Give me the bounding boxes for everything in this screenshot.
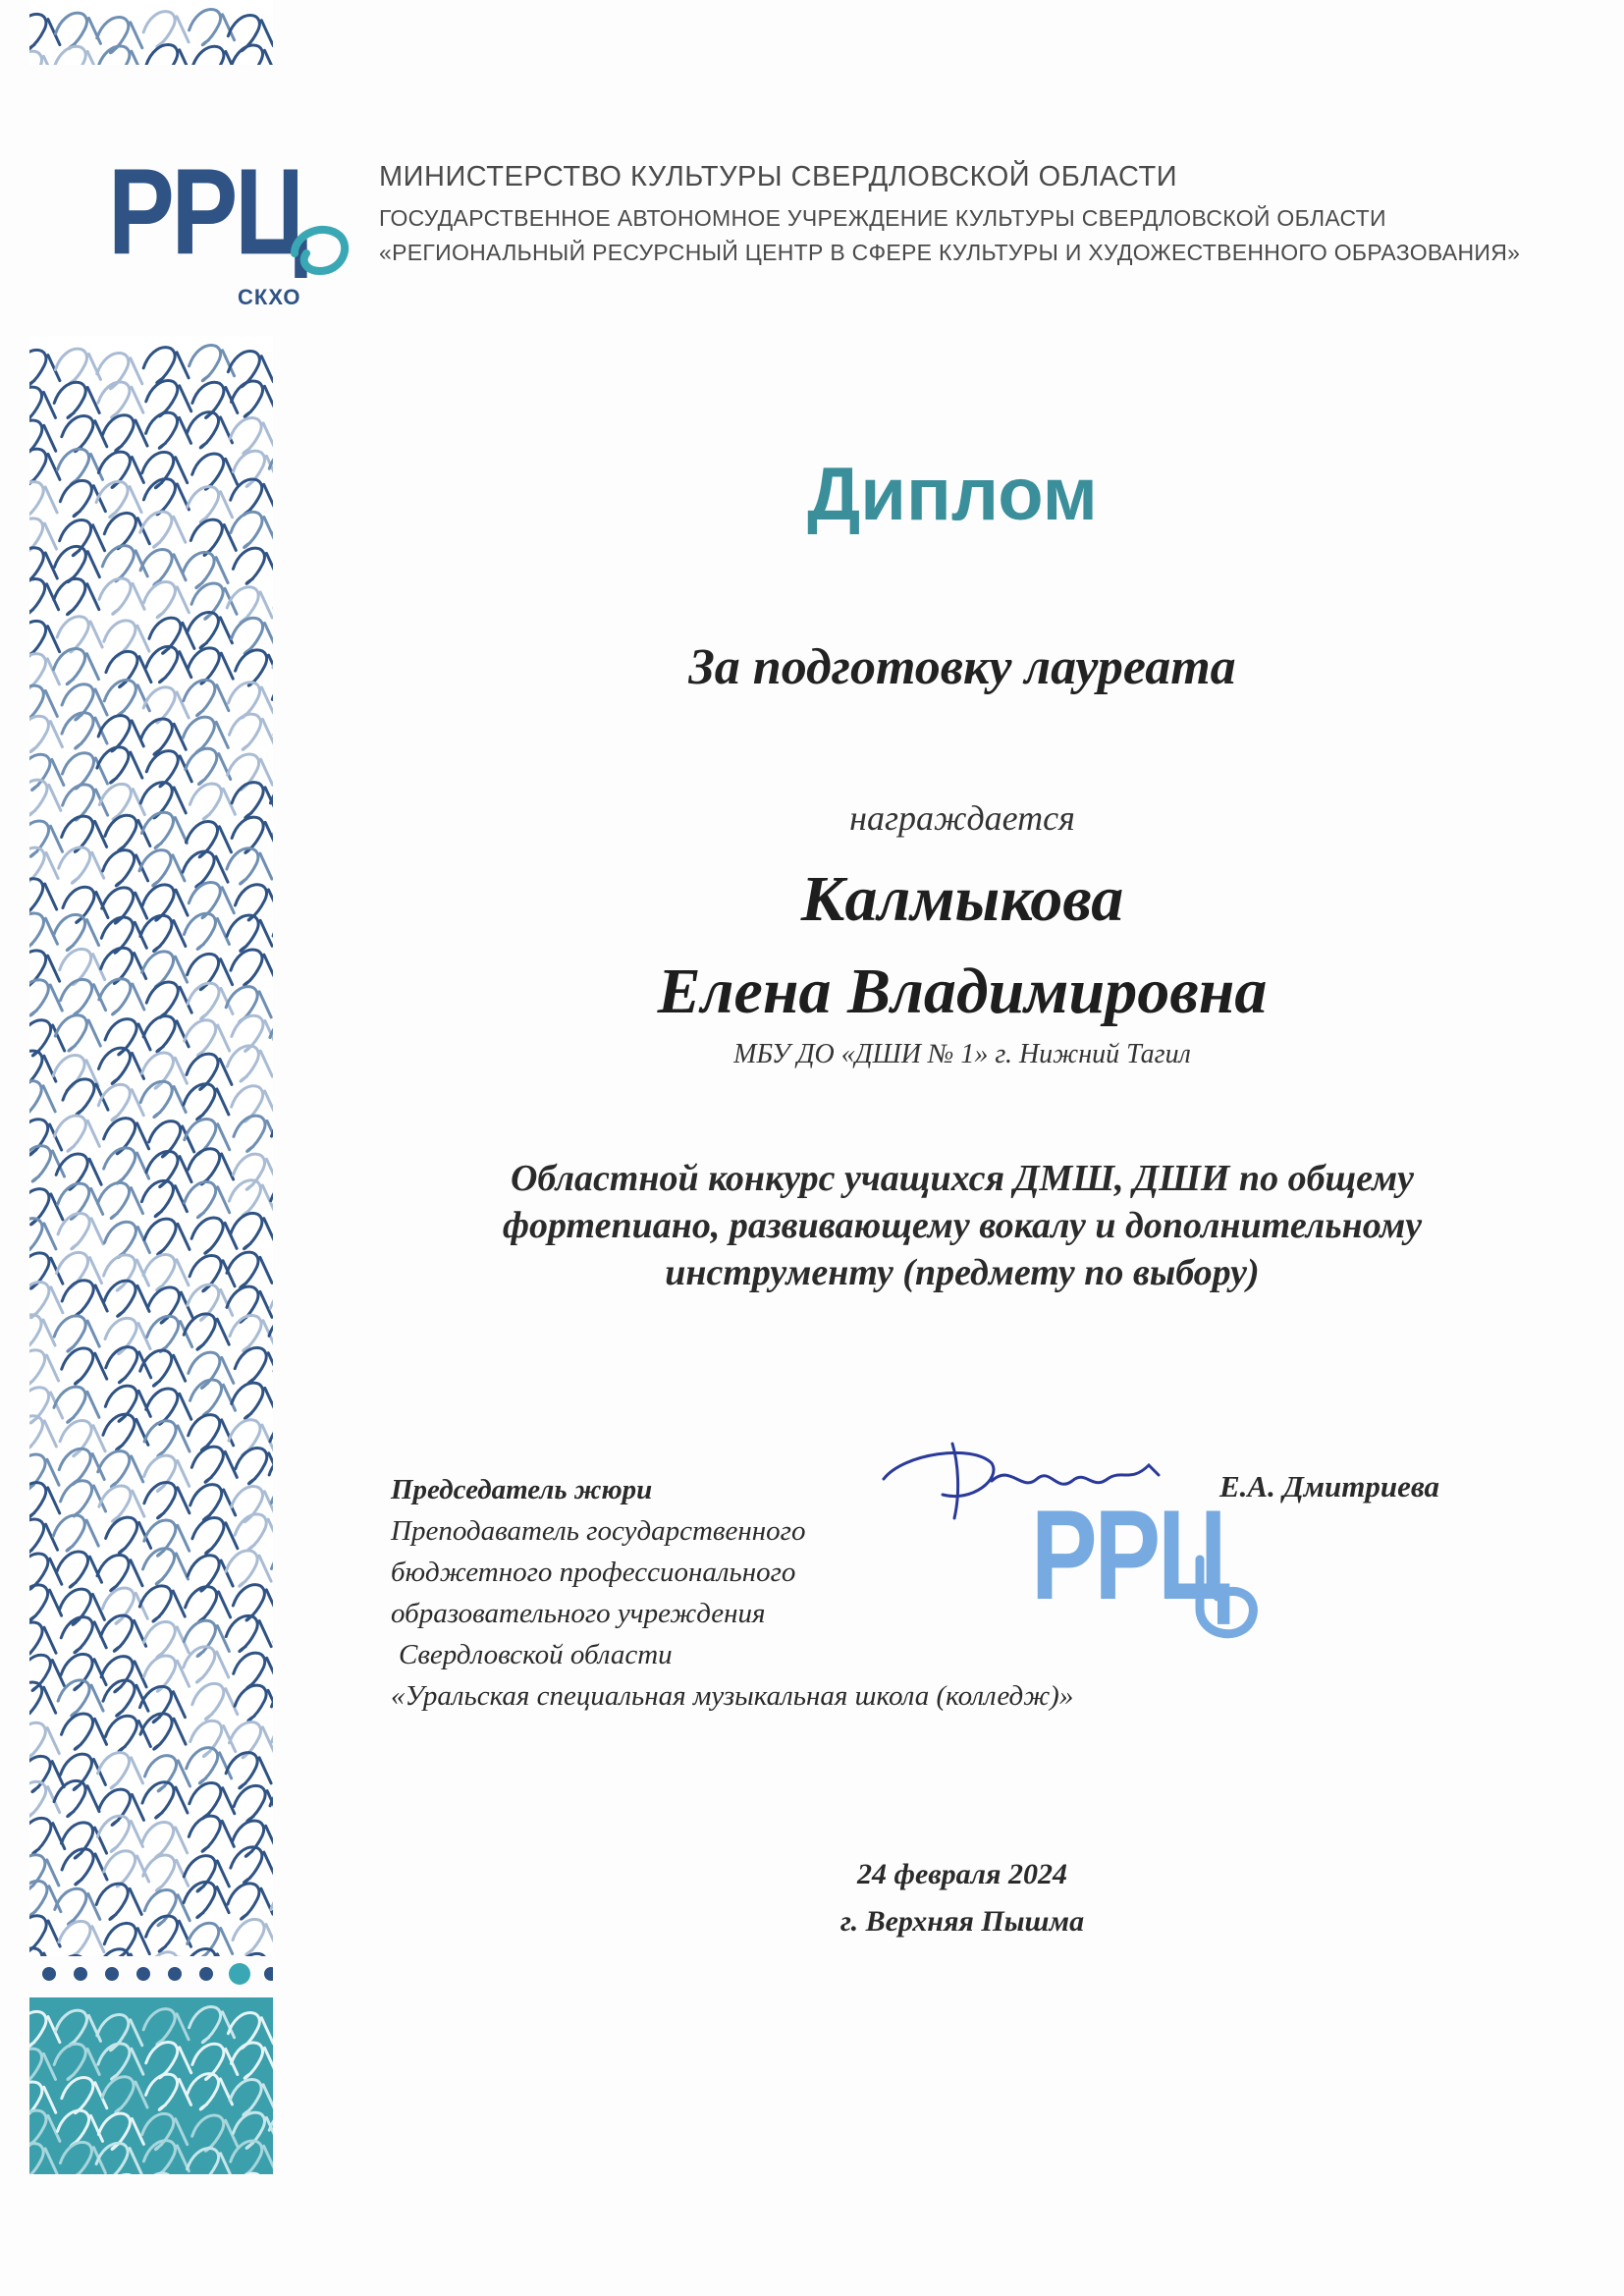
stamp-swirl-icon [1188, 1550, 1267, 1658]
calligraphy-stroke [55, 349, 100, 384]
calligraphy-stroke [189, 784, 235, 819]
calligraphy-stroke [99, 578, 144, 614]
calligraphy-stroke [192, 454, 238, 489]
calligraphy-stroke [29, 1315, 55, 1350]
calligraphy-stroke [143, 582, 189, 618]
calligraphy-stroke [54, 578, 99, 614]
logo-text: РРЦ [108, 144, 305, 280]
calligraphy-stroke [234, 1785, 273, 1821]
calligraphy-stroke [29, 2110, 60, 2146]
calligraphy-stroke [29, 2049, 56, 2084]
calligraphy-stroke [104, 1148, 149, 1183]
calligraphy-stroke [231, 45, 273, 65]
calligraphy-stroke [55, 2010, 100, 2046]
calligraphy-stroke [189, 1352, 234, 1388]
competition-line: инструменту (предмету по выбору) [665, 1252, 1260, 1293]
calligraphy-stroke [146, 982, 191, 1017]
calligraphy-stroke [271, 1548, 273, 1583]
calligraphy-stroke [185, 1182, 230, 1218]
calligraphy-stroke [29, 980, 62, 1015]
calligraphy-stroke [190, 519, 236, 555]
calligraphy-stroke [231, 1487, 273, 1522]
calligraphy-stroke [98, 1789, 143, 1825]
calligraphy-stroke [104, 1255, 149, 1290]
calligraphy-stroke [142, 2113, 188, 2149]
organization-header [379, 161, 1520, 274]
calligraphy-stroke [102, 2077, 147, 2112]
calligraphy-stroke [233, 451, 273, 486]
calligraphy-stroke [144, 1889, 189, 1925]
calligraphy-stroke [188, 983, 233, 1018]
calligraphy-stroke [231, 512, 273, 547]
calligraphy-stroke [143, 12, 189, 47]
calligraphy-stroke [29, 2144, 57, 2174]
calligraphy-stroke [54, 1316, 99, 1351]
calligraphy-stroke [59, 1589, 104, 1624]
calligraphy-stroke [235, 1685, 273, 1721]
calligraphy-stroke [55, 1888, 100, 1924]
calligraphy-stroke [184, 1647, 229, 1682]
calligraphy-stroke [29, 387, 56, 422]
calligraphy-stroke [188, 1923, 233, 1956]
calligraphy-stroke [58, 449, 103, 484]
calligraphy-stroke [271, 1116, 273, 1151]
calligraphy-stroke [146, 412, 191, 448]
calligraphy-stroke [188, 2074, 233, 2109]
calligraphy-stroke [189, 10, 235, 45]
calligraphy-stroke [62, 415, 107, 451]
calligraphy-stroke [54, 648, 99, 683]
calligraphy-stroke [233, 1821, 273, 1856]
calligraphy-stroke [104, 1851, 149, 1886]
calligraphy-stroke [29, 1388, 63, 1423]
jury-position-line: Преподаватель государственного [391, 1515, 806, 1547]
calligraphy-stroke [235, 1514, 273, 1550]
award-reason: За подготовку лауреата [688, 639, 1236, 695]
calligraphy-stroke [62, 1849, 107, 1885]
calligraphy-stroke [29, 621, 60, 656]
calligraphy-stroke [192, 46, 238, 65]
calligraphy-stroke [29, 1916, 60, 1951]
calligraphy-stroke [143, 1855, 189, 1890]
calligraphy-stroke [62, 684, 107, 720]
calligraphy-stroke [227, 848, 272, 884]
calligraphy-stroke [54, 382, 99, 417]
award-city: г. Верхняя Пышма [839, 1905, 1085, 1938]
calligraphy-stroke [230, 1315, 273, 1350]
calligraphy-stroke [101, 1657, 146, 1692]
calligraphy-strip-top [29, 0, 273, 65]
jury-position-line: Свердловской области [399, 1639, 673, 1670]
calligraphy-stroke [140, 1714, 186, 1749]
calligraphy-stroke [97, 1182, 142, 1218]
calligraphy-stroke [144, 1455, 189, 1491]
jury-chair-block [391, 1469, 1073, 1717]
jury-chair-label: Председатель жюри [391, 1474, 653, 1505]
calligraphy-stroke [186, 748, 231, 784]
calligraphy-stroke [29, 1948, 56, 1956]
calligraphy-stroke [189, 346, 235, 381]
calligraphy-stroke [146, 1952, 191, 1956]
logo-swirl-icon [285, 214, 353, 283]
calligraphy-stroke [29, 1585, 62, 1620]
calligraphy-stroke [235, 1347, 273, 1383]
calligraphy-stroke [29, 913, 57, 949]
award-date: 24 февраля 2024 [856, 1858, 1068, 1890]
competition-line: Областной конкурс учащихся ДМШ, ДШИ по общему [510, 1158, 1414, 1199]
calligraphy-stroke [57, 617, 102, 652]
calligraphy-stroke [55, 13, 100, 48]
calligraphy-stroke [29, 482, 57, 518]
calligraphy-stroke [233, 1585, 273, 1620]
calligraphy-stroke [231, 1213, 273, 1248]
calligraphy-stroke [269, 1315, 273, 1350]
calligraphy-stroke [140, 719, 186, 754]
calligraphy-stroke [29, 1120, 62, 1155]
calligraphy-strip-bottom [29, 1997, 273, 2174]
calligraphy-stroke [62, 2077, 107, 2112]
calligraphy-stroke [146, 2043, 191, 2078]
calligraphy-stroke [233, 2112, 273, 2148]
stamp-text: РРЦ [1031, 1483, 1227, 1626]
calligraphy-stroke [271, 1888, 273, 1924]
diploma-title: Диплом [807, 453, 1098, 536]
calligraphy-stroke [189, 1149, 234, 1184]
calligraphy-stroke [144, 1421, 189, 1456]
calligraphy-stroke [227, 1046, 272, 1081]
calligraphy-stroke [270, 1785, 273, 1821]
calligraphy-stroke [183, 851, 228, 887]
calligraphy-stroke [188, 648, 233, 683]
calligraphy-stroke [233, 1919, 273, 1954]
calligraphy-stroke [186, 1587, 231, 1622]
calligraphy-stroke [54, 914, 99, 950]
calligraphy-stroke [232, 783, 273, 818]
calligraphy-stroke [29, 654, 59, 689]
calligraphy-stroke [140, 2173, 186, 2174]
calligraphy-stroke [185, 1020, 230, 1056]
calligraphy-stroke [102, 415, 147, 451]
calligraphy-stroke [29, 1722, 59, 1758]
calligraphy-stroke [104, 1222, 149, 1257]
calligraphy-stroke [104, 1281, 149, 1316]
calligraphy-stroke [189, 1415, 234, 1450]
calligraphy-stroke [143, 1549, 189, 1584]
calligraphy-stroke [145, 1916, 190, 1951]
calligraphy-stroke [29, 1622, 56, 1658]
calligraphy-stroke [236, 1449, 273, 1484]
calligraphy-stroke [184, 680, 229, 715]
calligraphy-stroke [61, 1481, 106, 1516]
calligraphy-stroke [56, 1552, 101, 1587]
calligraphy-stroke [231, 2173, 273, 2174]
calligraphy-stroke [103, 1680, 148, 1716]
calligraphy-stroke [98, 382, 143, 417]
calligraphy-pattern-top [29, 0, 273, 65]
organization-logo [108, 144, 353, 314]
calligraphy-stroke [104, 513, 149, 548]
calligraphy-stroke [29, 780, 61, 815]
dots-divider [37, 1962, 273, 1986]
jury-position-line: бюджетного профессионального [391, 1557, 796, 1588]
calligraphy-pattern-bottom [29, 1997, 273, 2174]
calligraphy-stroke [58, 1214, 103, 1249]
calligraphy-stroke [142, 452, 188, 487]
calligraphy-stroke [144, 1219, 189, 1254]
calligraphy-stroke [184, 1084, 229, 1120]
institution-name-line2: «РЕГИОНАЛЬНЫЙ РЕСУРСНЫЙ ЦЕНТР В СФЕРЕ КУЛЬТУРЫ И ХУДОЖЕСТВЕННОГО ОБРАЗОВАНИЯ» [379, 240, 1521, 265]
awarded-text: награждается [849, 798, 1075, 838]
calligraphy-stroke [140, 512, 186, 547]
calligraphy-stroke [29, 1350, 59, 1386]
calligraphy-stroke [232, 618, 273, 653]
calligraphy-stroke [53, 1056, 98, 1091]
calligraphy-stroke [146, 646, 191, 682]
calligraphy-stroke [192, 1683, 238, 1719]
calligraphy-stroke [146, 1389, 191, 1424]
calligraphy-stroke [226, 1615, 271, 1651]
calligraphy-stroke [143, 2009, 189, 2045]
calligraphy-stroke [29, 1682, 56, 1718]
calligraphy-stroke [188, 412, 233, 448]
calligraphy-stroke [189, 1816, 234, 1851]
calligraphy-stroke [270, 783, 273, 818]
institution-name-line1: ГОСУДАРСТВЕННОЕ АВТОНОМНОЕ УЧРЕЖДЕНИЕ КУЛЬТУРЫ СВЕРДЛОВСКОЙ ОБЛАСТИ [379, 205, 1386, 231]
calligraphy-stroke [235, 1953, 273, 1956]
calligraphy-stroke [105, 1716, 150, 1751]
calligraphy-stroke [228, 754, 273, 790]
calligraphy-stroke [189, 2007, 235, 2043]
calligraphy-stroke [270, 1016, 273, 1052]
calligraphy-strip-main [29, 336, 273, 1956]
calligraphy-stroke [143, 1622, 189, 1658]
competition-name [324, 1155, 1600, 1296]
calligraphy-stroke [184, 1620, 229, 1656]
calligraphy-stroke [233, 548, 273, 583]
calligraphy-stroke [98, 46, 143, 65]
jury-position-line: «Уральская специальная музыкальная школа (колледж)» [391, 1680, 1074, 1712]
calligraphy-stroke [105, 1318, 150, 1353]
calligraphy-stroke [99, 1486, 144, 1521]
calligraphy-stroke [190, 1485, 236, 1520]
calligraphy-stroke [272, 1686, 273, 1722]
calligraphy-stroke [59, 1921, 104, 1956]
calligraphy-stroke [96, 481, 141, 517]
calligraphy-stroke [144, 1483, 189, 1518]
calligraphy-stroke [29, 51, 56, 65]
calligraphy-stroke [61, 1714, 106, 1749]
calligraphy-stroke [226, 1753, 271, 1788]
ministry-name: МИНИСТЕРСТВО КУЛЬТУРЫ СВЕРДЛОВСКОЙ ОБЛАСТИ [379, 161, 1178, 192]
calligraphy-stroke [59, 1449, 104, 1484]
calligraphy-stroke [29, 1483, 60, 1518]
recipient-given-names: Елена Владимировна [657, 956, 1268, 1027]
jury-position-line: образовательного учреждения [391, 1598, 766, 1629]
calligraphy-stroke [192, 1518, 238, 1554]
calligraphy-stroke [188, 486, 233, 521]
calligraphy-stroke [229, 714, 273, 749]
competition-line: фортепиано, развивающему вокалу и дополнительному [502, 1205, 1423, 1246]
calligraphy-stroke [234, 1653, 273, 1688]
calligraphy-stroke [29, 1655, 64, 1690]
calligraphy-stroke [231, 950, 273, 985]
calligraphy-stroke [29, 1081, 55, 1117]
calligraphy-stroke [184, 913, 229, 949]
calligraphy-stroke [232, 1383, 273, 1418]
calligraphy-stroke [140, 550, 186, 585]
calligraphy-stroke [187, 613, 232, 648]
calligraphy-stroke [53, 1515, 98, 1551]
calligraphy-stroke [29, 821, 63, 856]
calligraphy-stroke [143, 479, 189, 515]
calligraphy-stroke [190, 1380, 236, 1415]
calligraphy-stroke [188, 2148, 233, 2174]
calligraphy-stroke [60, 1420, 105, 1455]
calligraphy-stroke [189, 1782, 235, 1818]
calligraphy-stroke [140, 1081, 186, 1117]
calligraphy-stroke [228, 1884, 273, 1919]
calligraphy-stroke [58, 2110, 103, 2146]
calligraphy-stroke [54, 46, 99, 65]
calligraphy-stroke [29, 879, 57, 914]
calligraphy-stroke [236, 650, 273, 685]
calligraphy-stroke [146, 45, 191, 65]
calligraphy-stroke [142, 1823, 188, 1858]
calligraphy-stroke [96, 1884, 141, 1919]
calligraphy-stroke [62, 1281, 107, 1316]
calligraphy-stroke [192, 2115, 238, 2151]
calligraphy-stroke [144, 1520, 189, 1556]
calligraphy-stroke [29, 449, 60, 484]
calligraphy-stroke [184, 1856, 229, 1891]
calligraphy-stroke [61, 1617, 106, 1653]
jury-chair-name: Е.А. Дмитриева [1219, 1469, 1440, 1503]
calligraphy-stroke [146, 2074, 191, 2109]
calligraphy-stroke [143, 687, 189, 723]
calligraphy-stroke [54, 2044, 99, 2079]
calligraphy-stroke [191, 1447, 237, 1482]
calligraphy-stroke [104, 681, 149, 716]
calligraphy-stroke [62, 1823, 107, 1858]
calligraphy-stroke [146, 381, 191, 416]
calligraphy-stroke [29, 716, 62, 751]
calligraphy-stroke [59, 847, 104, 883]
logo-subtitle: СКХО [238, 285, 301, 309]
calligraphy-stroke [141, 1180, 187, 1216]
calligraphy-stroke [144, 1756, 189, 1791]
calligraphy-pattern-main [29, 336, 273, 1956]
calligraphy-stroke [143, 1254, 189, 1289]
calligraphy-stroke [183, 552, 228, 587]
recipient-school: МБУ ДО «ДШИ № 1» г. Нижний Тагил [733, 1039, 1191, 1069]
recipient-surname: Калмыкова [800, 863, 1124, 935]
calligraphy-stroke [143, 348, 189, 383]
calligraphy-stroke [98, 1451, 143, 1487]
calligraphy-stroke [226, 1551, 271, 1586]
calligraphy-stroke [184, 1882, 229, 1917]
calligraphy-stroke [101, 1615, 146, 1651]
calligraphy-stroke [103, 1414, 148, 1449]
calligraphy-stroke [29, 1818, 65, 1853]
calligraphy-stroke [230, 2080, 273, 2115]
calligraphy-stroke [191, 1218, 237, 1253]
calligraphy-stroke [234, 1116, 273, 1151]
calligraphy-stroke [102, 546, 147, 581]
calligraphy-stroke [98, 2044, 143, 2079]
calligraphy-stroke [97, 1555, 142, 1590]
calligraphy-stroke [143, 2141, 189, 2174]
calligraphy-stroke [230, 418, 273, 454]
calligraphy-stroke [62, 1348, 107, 1384]
